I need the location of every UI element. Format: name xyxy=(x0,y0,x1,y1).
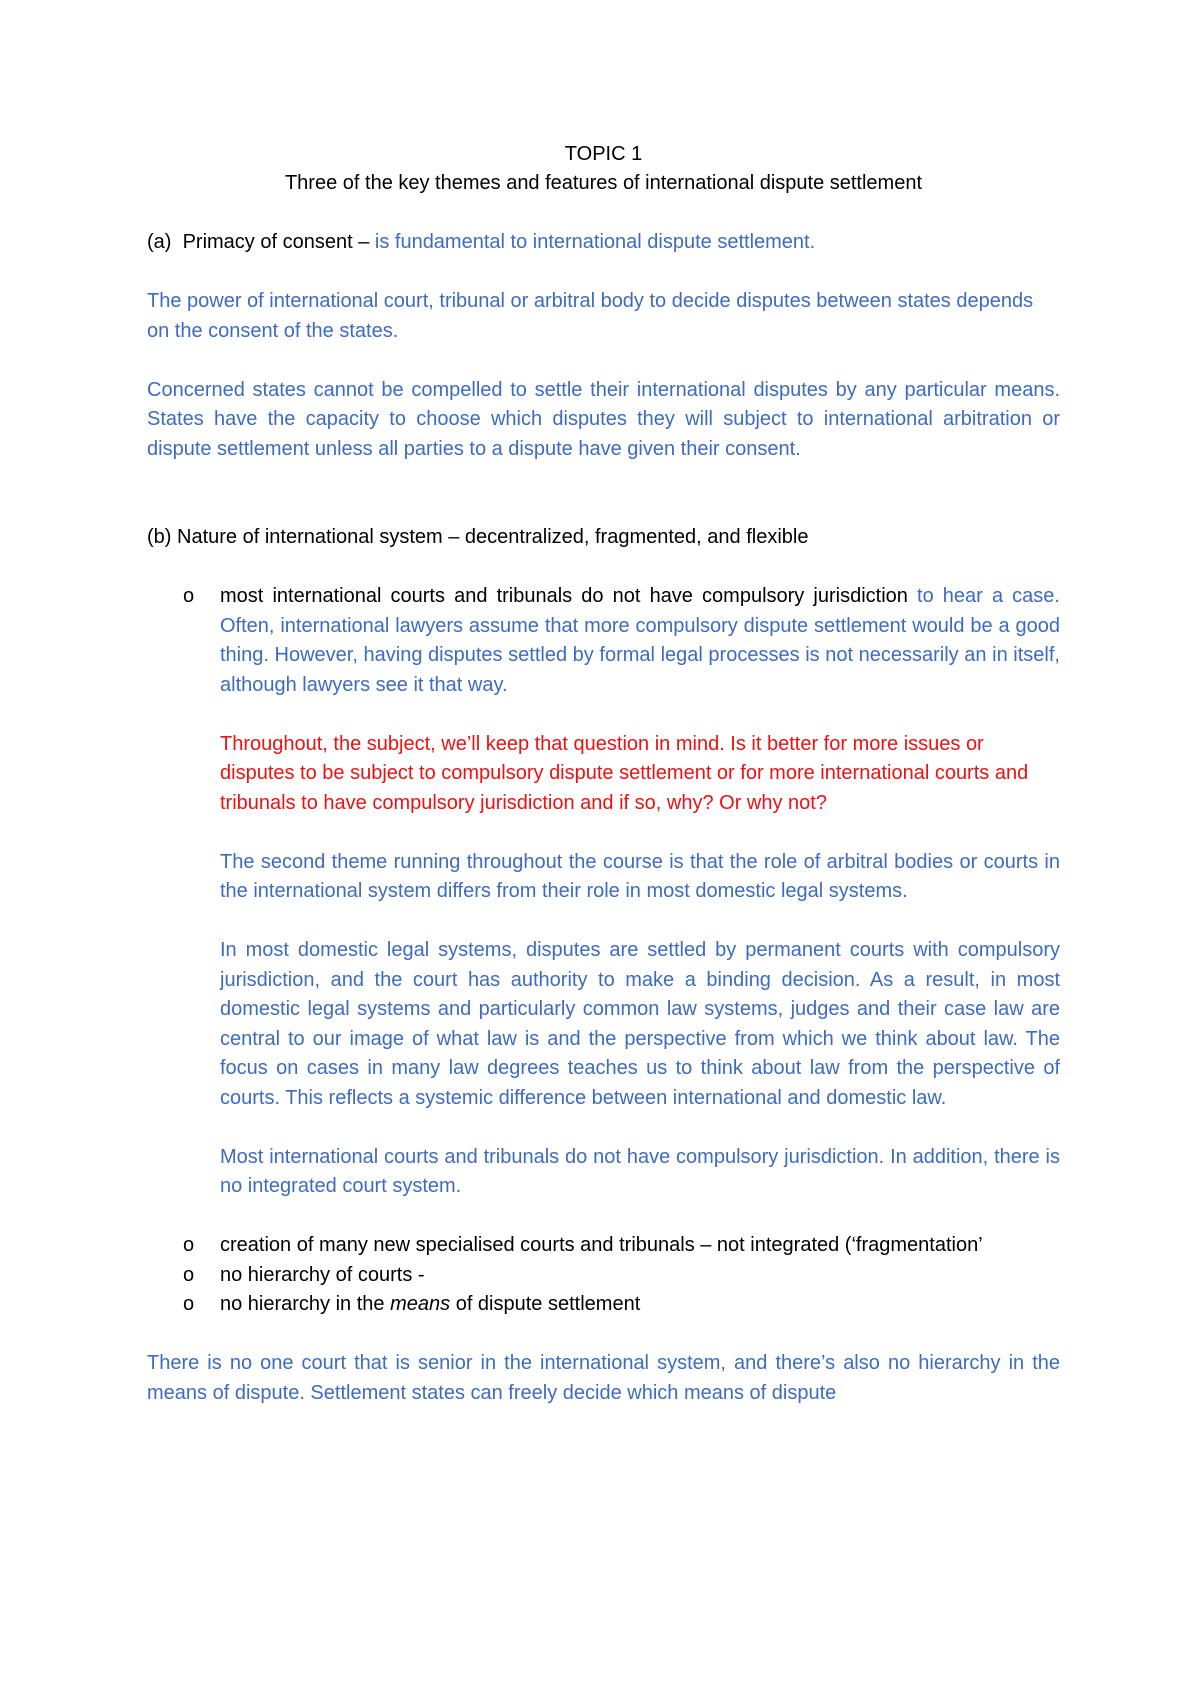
section-a-paragraph-1: The power of international court, tribunal or arbitral body to decide disputes between states depends on the consent of the states. xyxy=(147,290,1034,342)
list-item xyxy=(147,1231,1060,1261)
bullet-4-emphasis: means xyxy=(390,1293,451,1315)
bullet-icon: o xyxy=(183,1234,195,1256)
list-item xyxy=(147,1290,1060,1320)
bullet-1-lead: most international courts and tribunals do not have compulsory jurisdiction xyxy=(220,585,908,607)
section-a-label: (a) xyxy=(147,231,172,253)
spacer xyxy=(147,346,1060,376)
list-item xyxy=(147,582,1060,700)
section-a-heading xyxy=(147,228,1060,258)
topic-label: TOPIC 1 xyxy=(564,143,643,165)
closing-paragraph: There is no one court that is senior in the international system, and there’s also no hierarchy in the means of dispute. Settlement states can freely decide which means of dispute xyxy=(147,1352,1060,1404)
spacer xyxy=(147,199,1060,229)
spacer xyxy=(147,818,1060,848)
second-theme-paragraph: The second theme running throughout the course is that the role of arbitral bodies or courts in the international system differs from their role in most domestic legal systems. xyxy=(220,850,1060,902)
spacer xyxy=(147,258,1060,288)
spacer xyxy=(147,1202,1060,1232)
section-b-heading: (b) Nature of international system – decentralized, fragmented, and flexible xyxy=(147,526,809,548)
bullet-icon: o xyxy=(183,1263,195,1286)
spacer xyxy=(147,1113,1060,1143)
bullet-icon: o xyxy=(183,1293,195,1315)
bullet-4-text-pre: no hierarchy in the xyxy=(220,1293,391,1315)
spacer xyxy=(147,553,1060,583)
document-page xyxy=(147,140,1060,1408)
bullet-1-detail: to hear a case. Often, international lawyers assume that more compulsory dispute settlement would be a good thing. However, having disputes settled by formal legal processes is not necessarily an in itself, although lawyers see it that way. xyxy=(220,585,1060,696)
red-question-paragraph: Throughout, the subject, we’ll keep that question in mind. Is it better for more issues or disputes to be subject to compulsory dispute settlement or for more international courts and tribunals to have compulsory jurisdiction and if so, why? Or why not? xyxy=(220,732,1029,814)
spacer xyxy=(147,464,1060,523)
section-a-title-rest: is fundamental to international dispute settlement. xyxy=(369,231,816,253)
bullet-2-text: creation of many new specialised courts and tribunals – not integrated (‘fragmentation’ xyxy=(220,1234,983,1256)
bullet-3-text: no hierarchy of courts - xyxy=(220,1263,425,1286)
section-a-paragraph-2: Concerned states cannot be compelled to settle their international disputes by any particular means. States have the capacity to choose which disputes they will subject to international arbitration or dispute settlement unless all parties to a dispute have given their consent. xyxy=(147,378,1060,460)
bullet-4-text-post: of dispute settlement xyxy=(450,1293,641,1315)
document-title: Three of the key themes and features of international dispute settlement xyxy=(284,172,923,194)
spacer xyxy=(147,700,1060,730)
spacer xyxy=(147,1320,1060,1350)
no-compulsory-jurisdiction-paragraph: Most international courts and tribunals do not have compulsory jurisdiction. In addition, there is no integrated court system. xyxy=(220,1145,1060,1197)
domestic-systems-paragraph: In most domestic legal systems, disputes are settled by permanent courts with compulsory jurisdiction, and the court has authority to make a binding decision. As a result, in most domestic legal systems and particularly common law systems, judges and their case law are central to our image of what law is and the perspective from which we think about law. The focus on cases in many law degrees teaches us to think about law from the perspective of courts. This reflects a systemic difference between international and domestic law. xyxy=(220,939,1060,1109)
list-item xyxy=(147,1261,1060,1291)
spacer xyxy=(147,907,1060,937)
bullet-icon: o xyxy=(183,585,195,607)
section-a-title: Primacy of consent – xyxy=(182,231,370,253)
